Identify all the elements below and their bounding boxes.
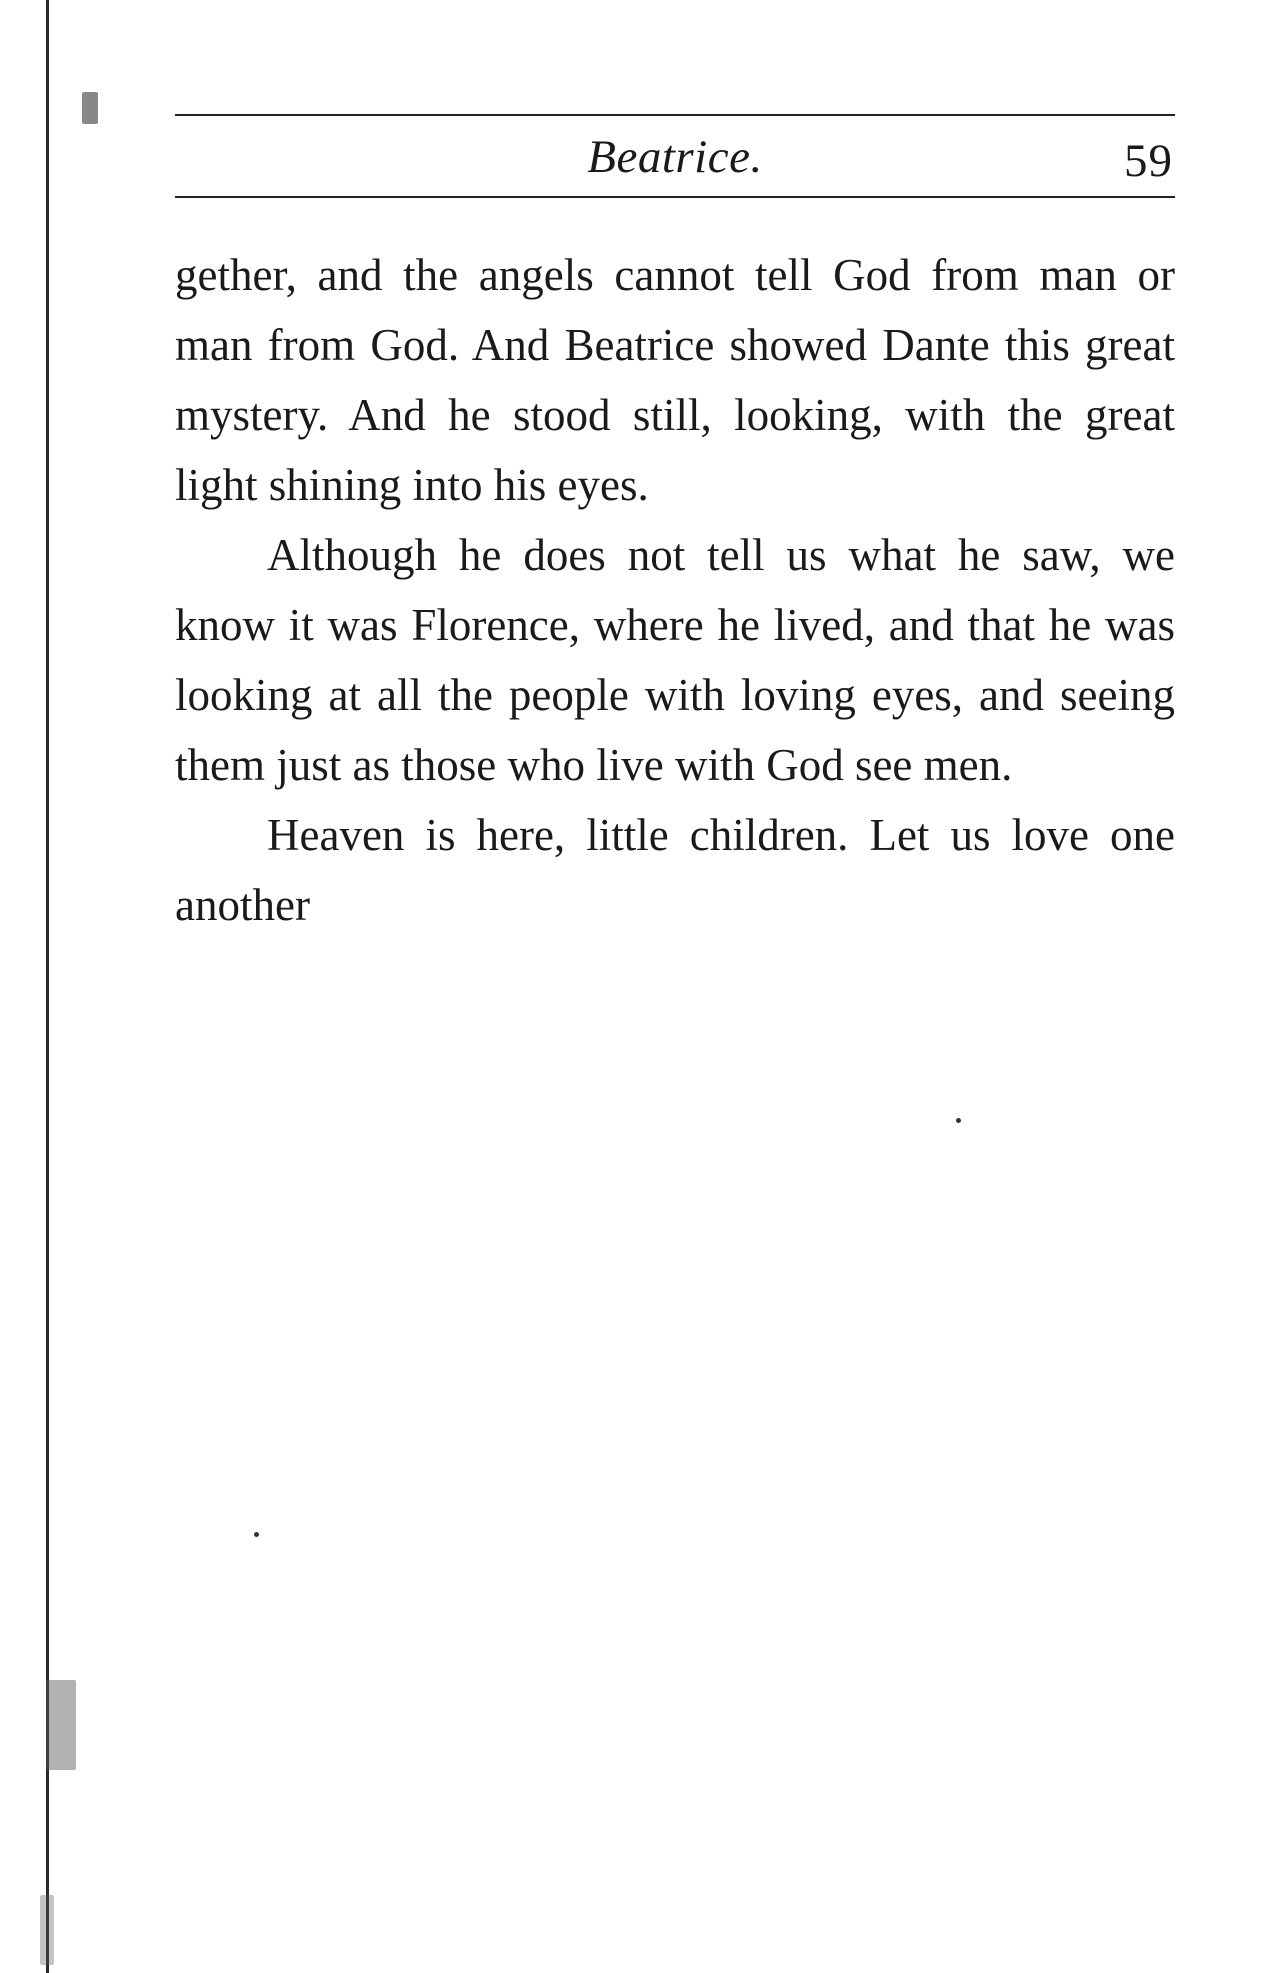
header-rule-top [175,114,1175,116]
binding-speck [46,1680,76,1770]
binding-edge [46,0,49,1973]
print-speck [254,1532,259,1537]
paragraph: gether, and the angels cannot tell God from man or man from God. And Beatrice showed Dante this great mystery. And he stood still, looking, with the great light shining into his eyes. [175,250,1175,510]
paragraph: Although he does not tell us what he saw, we know it was Florence, where he lived, and that he was looking at all the people with loving eyes, and seeing them just as those who live with God see men. [175,530,1175,790]
binding-speck [40,1895,54,1965]
print-speck [956,1118,961,1123]
running-head [175,126,1175,192]
paragraph: Heaven is here, little children. Let us love one another [175,810,1175,930]
running-title: Beatrice. [587,131,763,183]
header-rule-bottom [175,196,1175,198]
page-number: 59 [1124,135,1173,187]
body-text [175,240,1175,940]
binding-speck [82,92,98,124]
